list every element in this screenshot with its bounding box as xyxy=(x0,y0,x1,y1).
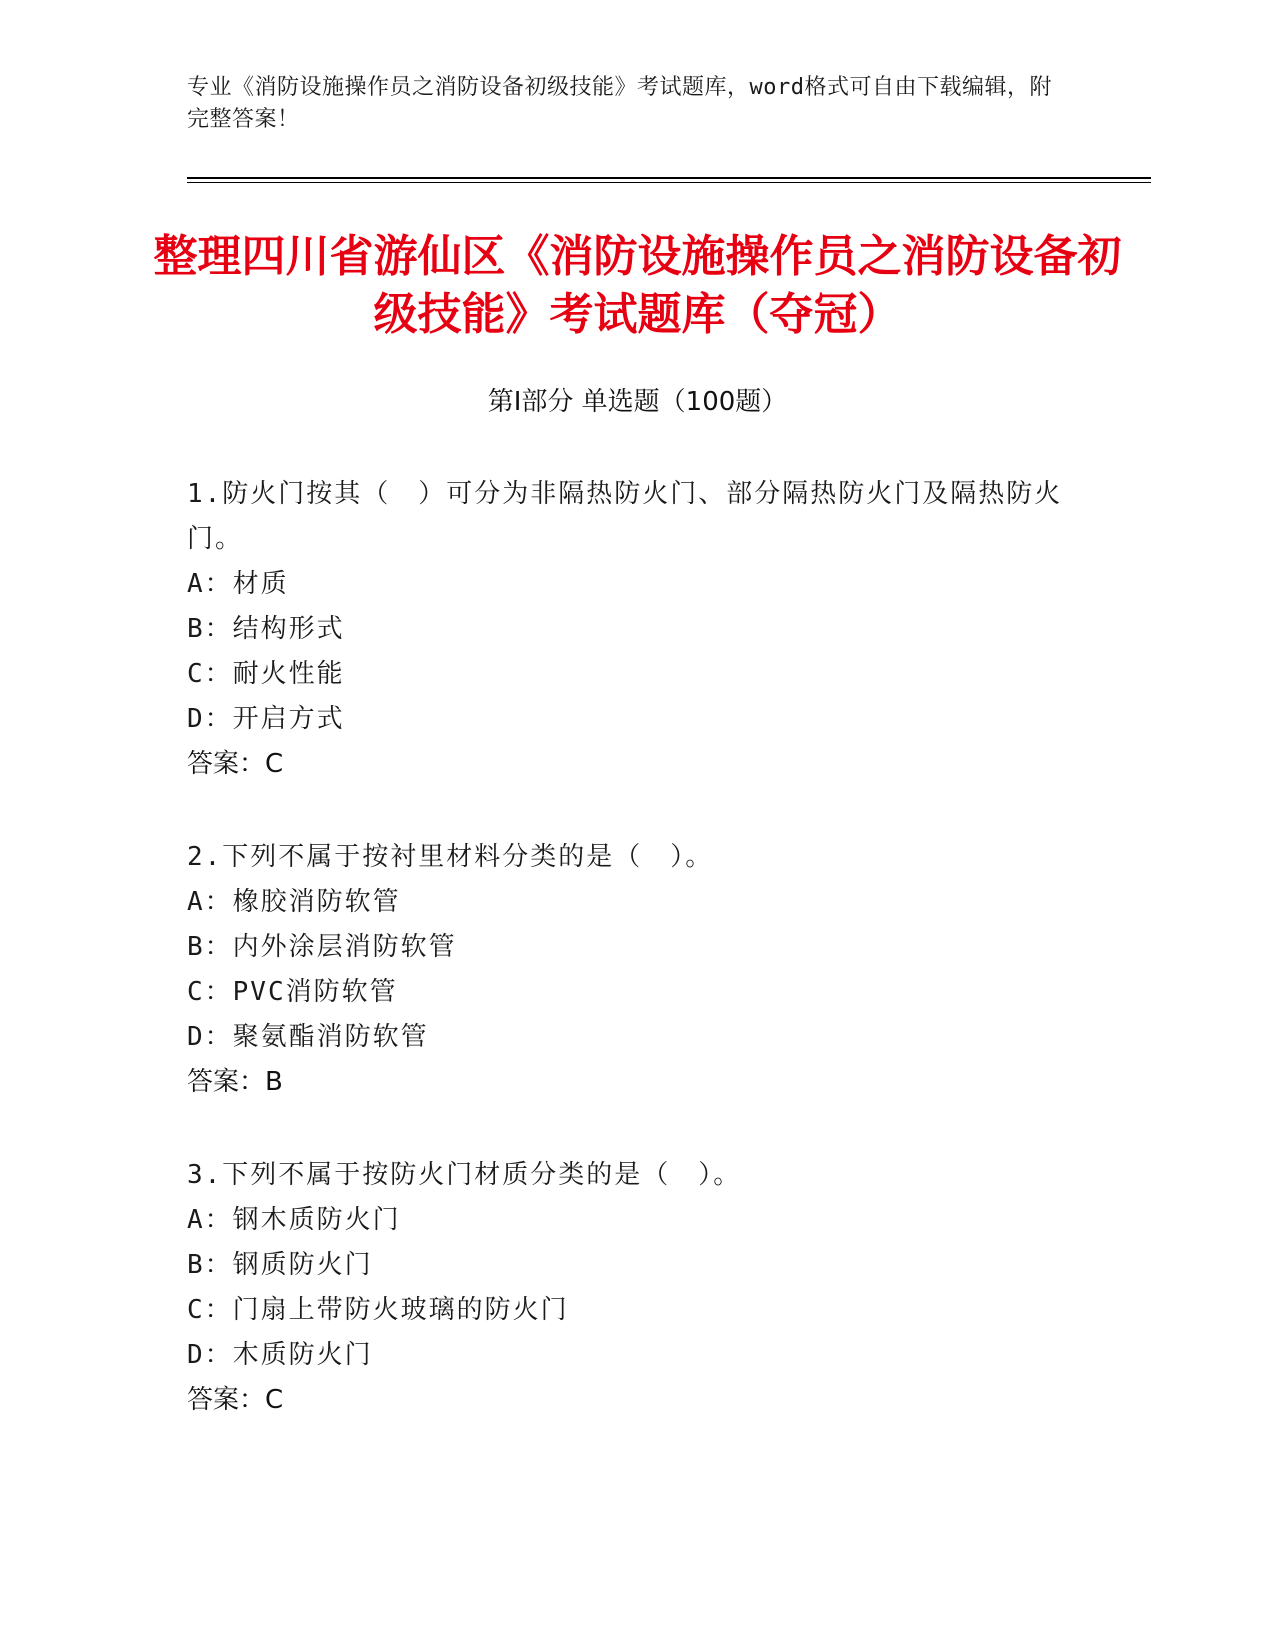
option-b: B：结构形式 xyxy=(187,614,345,644)
question-block xyxy=(187,835,1087,1105)
section-heading: 第Ⅰ部分 单选题（100题） xyxy=(487,387,788,417)
header-divider-thick xyxy=(187,177,1151,179)
option-d: D：聚氨酯消防软管 xyxy=(187,1022,429,1052)
option-b: B：内外涂层消防软管 xyxy=(187,932,457,962)
option-a: A：材质 xyxy=(187,569,289,599)
question-stem: 2.下列不属于按衬里材料分类的是（ ）。 xyxy=(187,842,714,872)
option-c: C：PVC消防软管 xyxy=(187,977,398,1007)
question-block xyxy=(187,472,1087,787)
answer-line: 答案：C xyxy=(187,1385,284,1415)
header-divider-thin xyxy=(187,182,1151,183)
option-c: C：门扇上带防火玻璃的防火门 xyxy=(187,1295,569,1325)
option-c: C：耐火性能 xyxy=(187,659,345,689)
question-stem: 3.下列不属于按防火门材质分类的是（ ）。 xyxy=(187,1160,742,1190)
header-note: 专业《消防设施操作员之消防设备初级技能》考试题库，word格式可自由下载编辑，附完整答案！ xyxy=(187,75,1052,132)
option-d: D：木质防火门 xyxy=(187,1340,373,1370)
document-title: 整理四川省游仙区《消防设施操作员之消防设备初级技能》考试题库（夺冠） xyxy=(153,231,1122,340)
option-a: A：橡胶消防软管 xyxy=(187,887,401,917)
option-a: A：钢木质防火门 xyxy=(187,1205,401,1235)
answer-line: 答案：C xyxy=(187,749,284,779)
question-block xyxy=(187,1153,1087,1423)
answer-line: 答案：B xyxy=(187,1067,283,1097)
option-b: B：钢质防火门 xyxy=(187,1250,373,1280)
option-d: D：开启方式 xyxy=(187,704,345,734)
question-stem: 1.防火门按其（ ）可分为非隔热防火门、部分隔热防火门及隔热防火门。 xyxy=(187,479,1063,554)
